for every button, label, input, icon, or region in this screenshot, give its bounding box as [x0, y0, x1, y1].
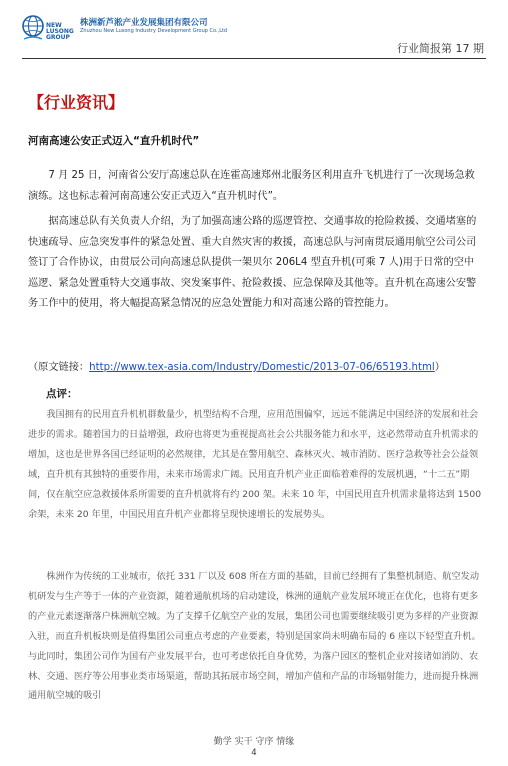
- comment-paragraph-2: 株洲作为传统的工业城市，依托 331 厂以及 608 所在方面的基础，目前已经拥有了集整机制造、航空发动机研发与生产等于一体的产业资源，随着通航机场的启动建设，株洲的通航产业发展环境正在优化，也将有更多的产业元素逐渐落户株洲航空城。为了支撑千亿航空产业的发展，集团公司也需要继续吸引更为多样的产业资源入驻，而直升机板块则是值得集团公司重点考虑的产业要素，特别是国家尚未明确布局的 6 座以下轻型直升机。与此同时，集团公司作为国有产业发展平台，也可考虑依托自身优势，为落户园区的整机企业对接诸如消防、农林、交通、医疗等公用事业类市场渠道，帮助其拓展市场空间，增加产值和产品的市场辐射能力，进而提升株洲通用航空城的吸引: [28, 571, 481, 702]
- footer-motto: 勤学 实干 守序 情缘: [213, 737, 295, 747]
- company-name-cn: 株洲新芦淞产业发展集团有限公司: [80, 18, 208, 28]
- header-divider: [22, 58, 486, 59]
- source-link[interactable]: http://www.tex-asia.com/Industry/Domestic/2013-07-06/65193.html: [89, 362, 435, 373]
- page-header: [0, 0, 508, 64]
- page-number: 4: [251, 748, 257, 758]
- issue-label: 行业简报第 17 期: [397, 42, 484, 55]
- article-paragraph-1: 7 月 25 日，河南省公安厅高速总队在连霍高速郑州北服务区利用直升飞机进行了一次现场急救演练。这也标志着河南高速公安正式迈入“直升机时代”。: [28, 170, 475, 202]
- company-logo: [22, 14, 228, 50]
- company-name-en: Zhuzhou New Lusong Industry Development Group Co.,Ltd: [80, 28, 228, 34]
- article-paragraph-2: 据高速总队有关负责人介绍，为了加强高速公路的巡逻管控、交通事故的抢险救援、交通堵塞的快速疏导、应急突发事件的紧急处置、重大自然灾害的救援，高速总队与河南贯辰通用航空公司公司签订了合作协议，由贯辰公司向高速总队提供一架贝尔 206L4 型直升机(可乘 7 人)用于日常的空中巡逻、紧急处置重特大交通事故、突发案事件、抢险救援、应急保障及其他等。直升机在高速公安警务工作中的使用，将大幅提高紧急情况的应急处置能力和对高速公路的管控能力。: [28, 216, 477, 309]
- globe-logo-icon: [22, 14, 44, 44]
- comment-paragraph-1: 我国拥有的民用直升机机群数量少，机型结构不合理，应用范围偏窄，远远不能满足中国经济的发展和社会进步的需求。随着国力的日益增强，政府也将更为重视提高社会公共服务能力和水平，这必然带动直升机需求的增加，这也是世界各国已经证明的必然规律，尤其是在警用航空、森林灭火、城市消防、医疗急救等社会公益领域，直升机有其独特的重要作用，未来市场需求广阔。民用直升机产业正面临着难得的发展机遇，“十二五”期间，仅在航空应急救援体系所需要的直升机就将有约 200 架。未来 10 年，中国民用直升机需求量将达到 1500 余架，未来 20 年里，中国民用直升机产业都将呈现快速增长的发展势头。: [28, 409, 482, 520]
- comment-label: 点评：: [46, 388, 78, 400]
- section-title: 【行业资讯】: [28, 93, 125, 112]
- source-suffix: ）: [434, 362, 445, 373]
- logo-abbreviation: NEW LUSONG GROUP: [46, 22, 74, 41]
- source-prefix: （原文链接：: [28, 362, 90, 373]
- source-line: [28, 359, 488, 377]
- article-title: 河南高速公安正式迈入“直升机时代”: [28, 135, 200, 147]
